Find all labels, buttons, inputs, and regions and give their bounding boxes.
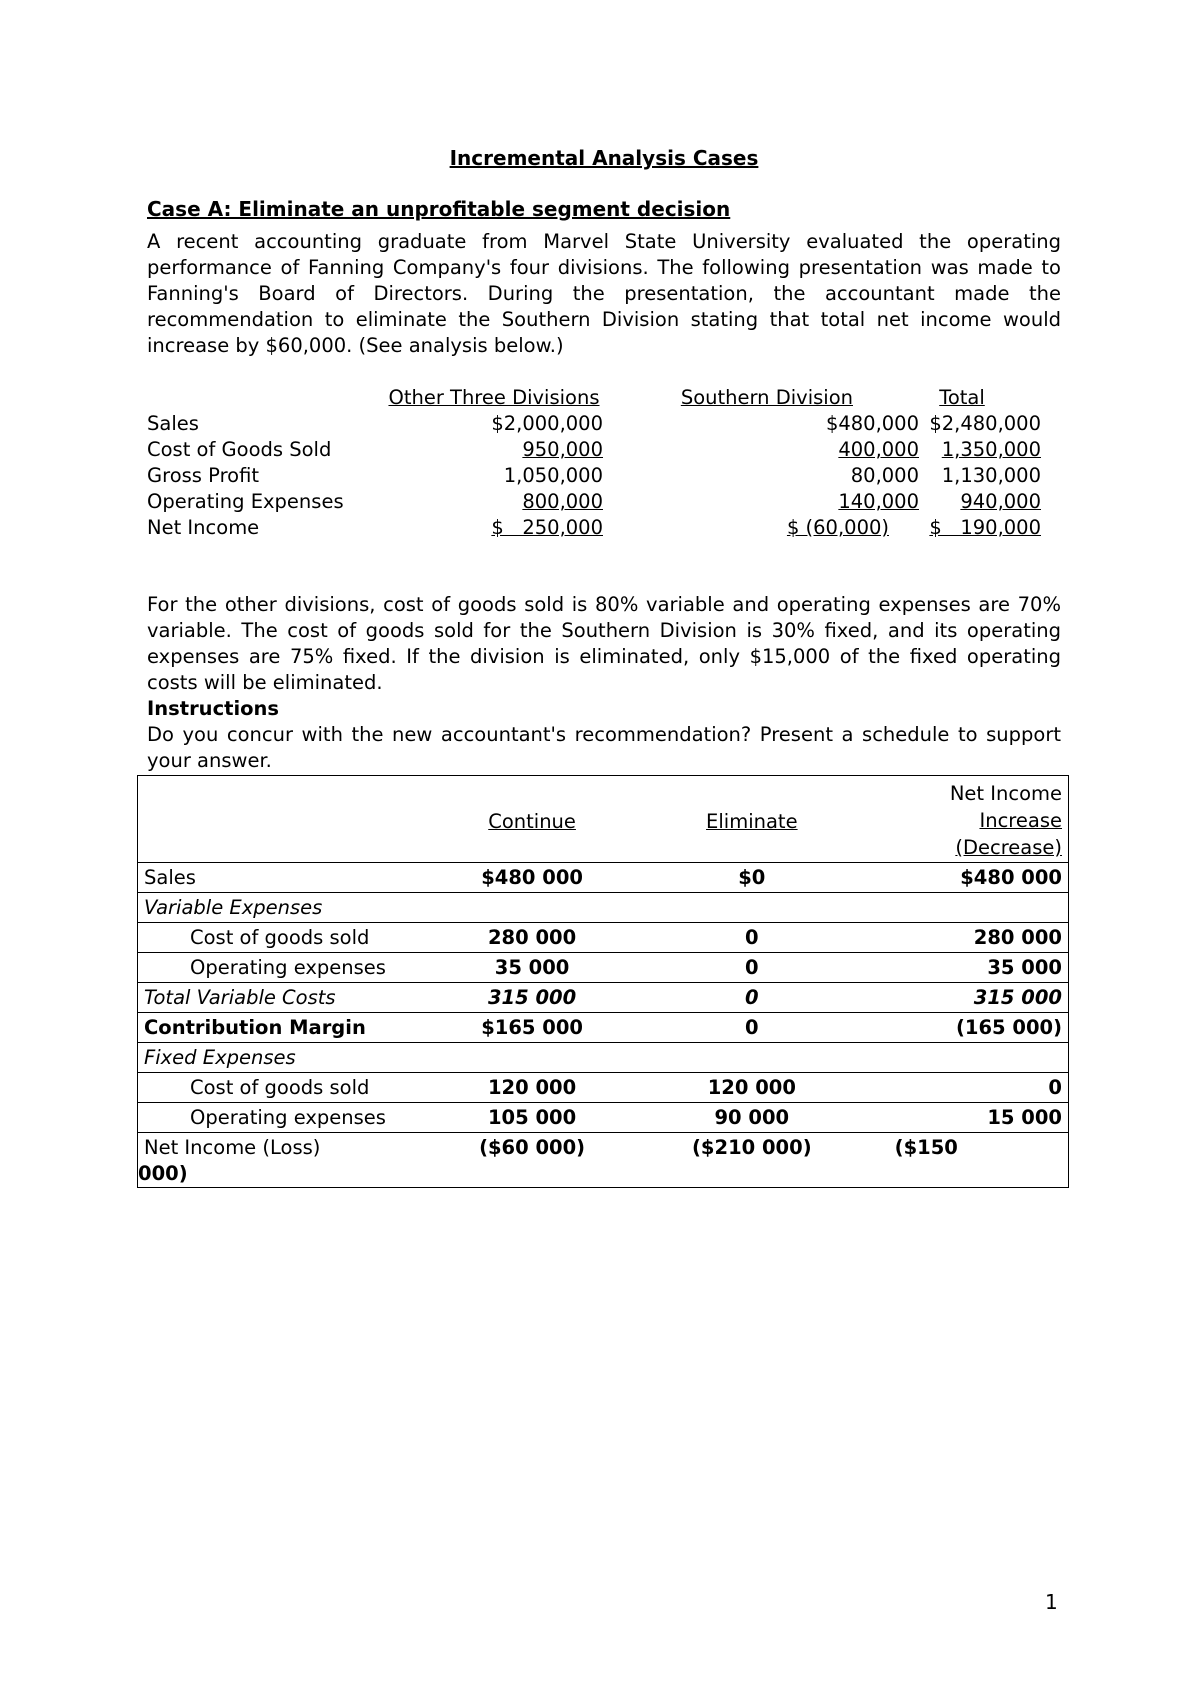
col-increase: Increase [979,809,1062,832]
col-eliminate: Eliminate [706,810,798,833]
row-label: Gross Profit [147,464,260,487]
row-label: Total Variable Costs [138,983,428,1013]
cell-net: 0 [867,1073,1069,1103]
cell-net: ($150 [867,1133,1069,1188]
cell-continue: 105 000 [427,1103,637,1133]
row-label: Net Income (Loss) [144,1136,321,1159]
row-label: Cost of goods sold [138,923,428,953]
schedule-row-fix-cogs [138,1073,1069,1103]
incremental-schedule-table [137,775,1069,1188]
col-decrease: (Decrease) [955,836,1062,859]
schedule-row-var-opex [138,953,1069,983]
cell-net: 35 000 [867,953,1069,983]
cell-eliminate: 0 [637,953,867,983]
analysis-row-net-income [147,516,1061,542]
case-heading: Case A: Eliminate an unprofitable segment decision [147,197,731,221]
cell-continue: 120 000 [427,1073,637,1103]
cell-net: $480 000 [867,863,1069,893]
row-label: Cost of Goods Sold [147,438,332,461]
cell: $ 250,000 [491,516,603,539]
cell-continue: $165 000 [427,1013,637,1043]
cell-net: 315 000 [867,983,1069,1013]
cell: 1,350,000 [941,438,1041,461]
intro-line: A recent accounting graduate from Marvel State University evaluated the operating [147,230,1061,253]
cell-eliminate: 120 000 [637,1073,867,1103]
cell-eliminate: 0 [637,923,867,953]
cell: 400,000 [838,438,919,461]
cell: $2,000,000 [491,412,603,435]
row-label-wrap: 000) [138,1162,188,1185]
cell-net: (165 000) [867,1013,1069,1043]
cell-eliminate: 0 [637,983,867,1013]
col-southern-division: Southern Division [680,386,853,409]
intro-line: increase by $60,000. (See analysis below.) [147,334,564,357]
row-label: Net Income [147,516,260,539]
schedule-row-var-cogs [138,923,1069,953]
cell-eliminate: $0 [637,863,867,893]
cell-eliminate: 90 000 [637,1103,867,1133]
cell: $480,000 [825,412,919,435]
schedule-row-total-variable [138,983,1069,1013]
cell: 940,000 [960,490,1041,513]
intro-line: recommendation to eliminate the Southern Division stating that total net income would [147,308,1061,331]
row-label: Sales [147,412,199,435]
schedule-row-variable-heading [138,893,1069,923]
intro-paragraph [147,229,1061,359]
schedule-row-fixed-heading [138,1043,1069,1073]
cell: $ (60,000) [786,516,889,539]
paragraph-line: For the other divisions, cost of goods sold is 80% variable and operating expenses are 70% [147,593,1061,616]
cell: 1,050,000 [503,464,603,487]
cell-continue: 315 000 [427,983,637,1013]
cell: 950,000 [522,438,603,461]
cell: 800,000 [522,490,603,513]
intro-line: Fanning's Board of Directors. During the presentation, the accountant made the [147,282,1061,305]
paragraph-line: variable. The cost of goods sold for the Southern Division is 30% fixed, and its operating [147,619,1061,642]
cell: $2,480,000 [929,412,1041,435]
cell-continue: $480 000 [427,863,637,893]
variable-cost-paragraph [147,592,1061,696]
analysis-row-opex [147,490,1061,516]
schedule-header-row [138,776,1069,863]
paragraph-line: your answer. [147,749,272,772]
document-title: Incremental Analysis Cases [449,146,759,170]
instructions-heading: Instructions [147,697,280,720]
cell: $ 190,000 [929,516,1041,539]
section-heading: Fixed Expenses [138,1043,428,1073]
page-number: 1 [1045,1590,1058,1614]
row-label: Contribution Margin [138,1013,428,1043]
schedule-row-fix-opex [138,1103,1069,1133]
cell-eliminate: ($210 000) [637,1133,867,1188]
paragraph-line: costs will be eliminated. [147,671,383,694]
schedule-row-net-income [138,1133,1069,1188]
analysis-row-gross-profit [147,464,1061,490]
row-label: Operating Expenses [147,490,344,513]
row-label: Operating expenses [138,953,428,983]
analysis-header-row [147,386,1061,412]
cell: 140,000 [838,490,919,513]
cell-eliminate: 0 [637,1013,867,1043]
row-label: Sales [138,863,428,893]
intro-line: performance of Fanning Company's four divisions. The following presentation was made to [147,256,1061,279]
schedule-row-sales [138,863,1069,893]
cell: 1,130,000 [941,464,1041,487]
cell: 80,000 [850,464,919,487]
cell-net: 280 000 [867,923,1069,953]
col-other-divisions: Other Three Divisions [388,386,600,409]
analysis-row-sales [147,412,1061,438]
cell-continue: 280 000 [427,923,637,953]
col-continue: Continue [488,810,576,833]
section-heading: Variable Expenses [138,893,428,923]
cell-continue: ($60 000) [427,1133,637,1188]
cell-net: 15 000 [867,1103,1069,1133]
col-total: Total [939,386,985,409]
analysis-row-cogs [147,438,1061,464]
schedule-row-contribution [138,1013,1069,1043]
cell-continue: 35 000 [427,953,637,983]
col-net-income: Net Income [949,782,1062,805]
row-label: Cost of goods sold [138,1073,428,1103]
paragraph-line: Do you concur with the new accountant's recommendation? Present a schedule to support [147,723,1061,746]
paragraph-line: expenses are 75% fixed. If the division is eliminated, only $15,000 of the fixed operating [147,645,1061,668]
row-label: Operating expenses [138,1103,428,1133]
instructions-paragraph [147,722,1061,774]
